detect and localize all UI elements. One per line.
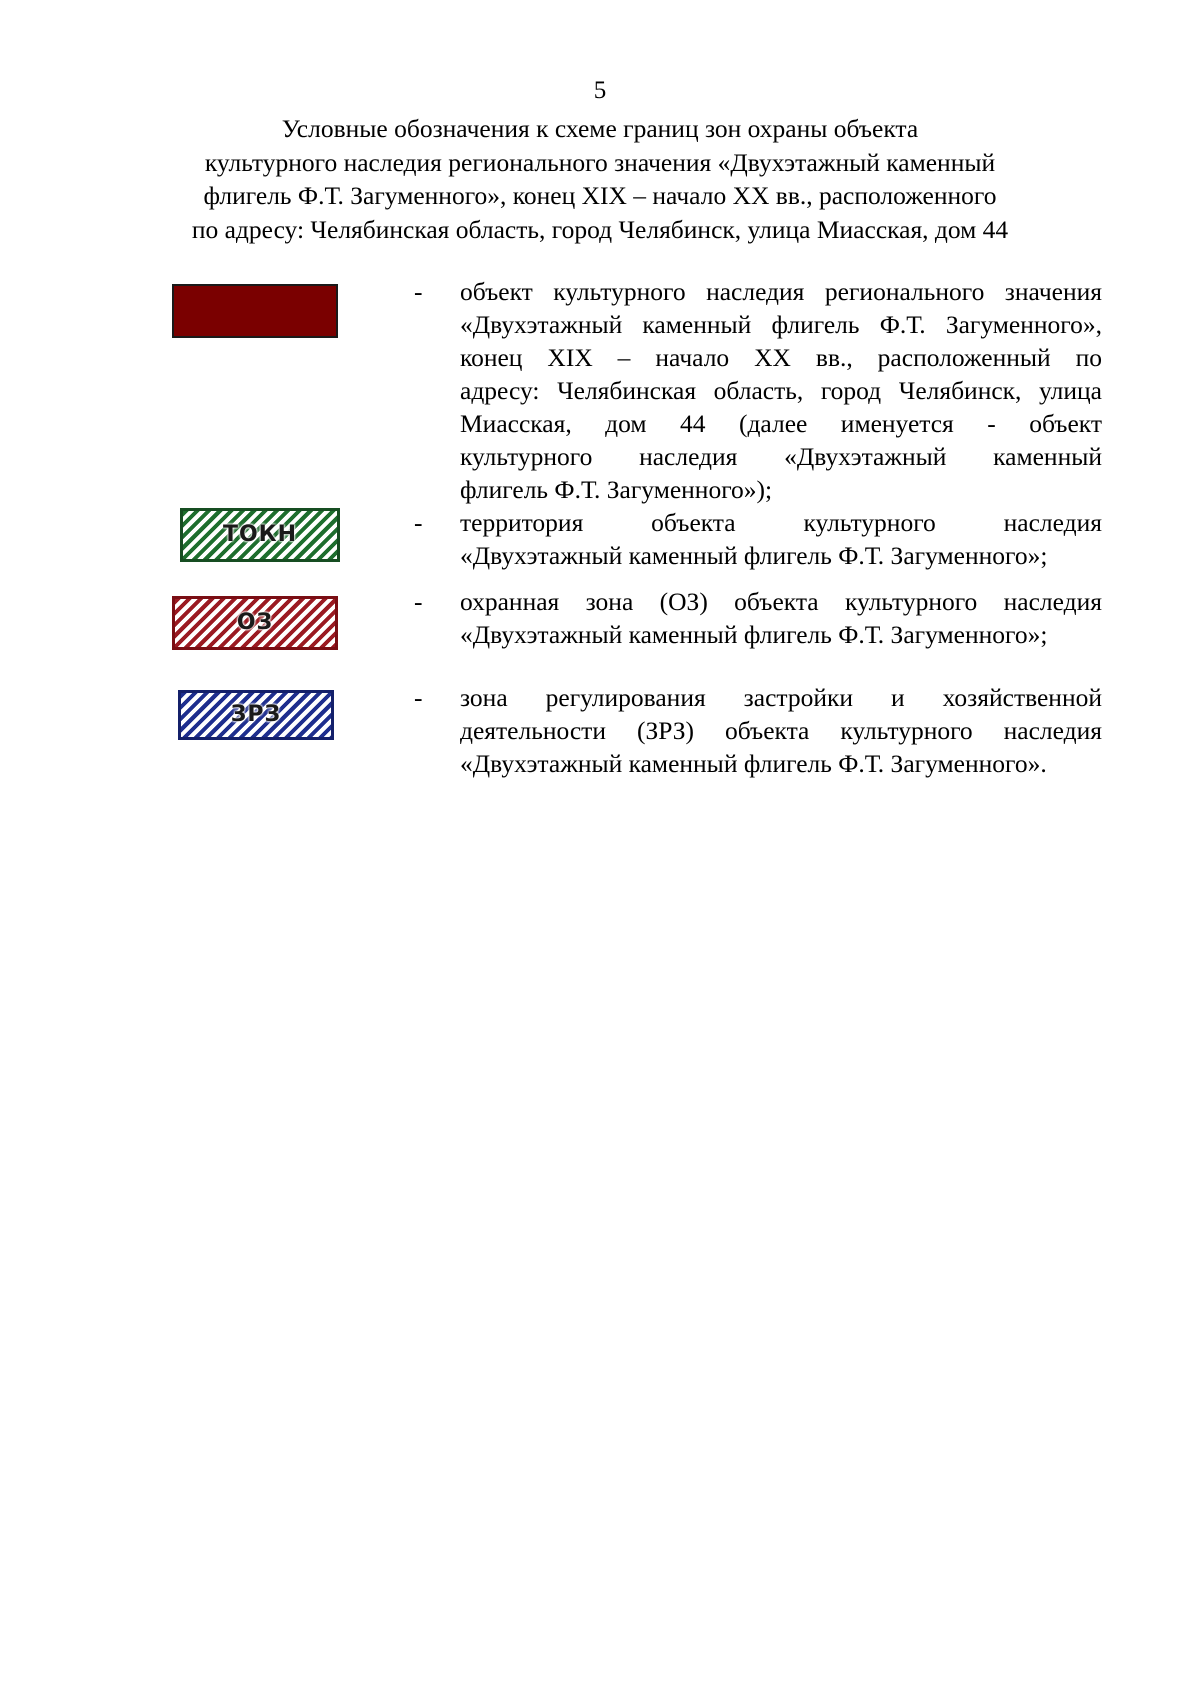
- description-line: «Двухэтажный каменный флигель Ф.Т. Загуменного»;: [460, 620, 1048, 649]
- description-line: «Двухэтажный каменный флигель Ф.Т. Загуменного».: [460, 749, 1047, 778]
- description-line: зона регулирования застройки и хозяйственной: [460, 683, 1102, 712]
- legend-dash: -: [414, 587, 423, 616]
- title-line: по адресу: Челябинская область, город Челябинск, улица Миасская, дом 44: [191, 214, 1009, 244]
- legend-dash: -: [414, 277, 423, 306]
- page-number: 5: [593, 77, 607, 104]
- description-line: объект культурного наследия регионального значения: [460, 277, 1102, 306]
- title-line: флигель Ф.Т. Загуменного», конец XIX – начало XX вв., расположенного: [203, 181, 997, 210]
- description-line: «Двухэтажный каменный флигель Ф.Т. Загуменного»;: [460, 541, 1048, 570]
- territory-swatch: [180, 508, 340, 562]
- description-line: территория объекта культурного наследия: [460, 508, 1102, 537]
- heritage-object-swatch: [172, 284, 338, 338]
- protection-zone-description: [460, 585, 1102, 651]
- description-line: «Двухэтажный каменный флигель Ф.Т. Загуменного»,: [460, 310, 1102, 339]
- title-line: культурного наследия регионального значения «Двухэтажный каменный: [204, 147, 996, 177]
- description-line: конец XIX – начало XX вв., расположенный по: [460, 343, 1102, 372]
- description-line: деятельности (ЗРЗ) объекта культурного наследия: [460, 716, 1102, 745]
- heritage-object-description: [460, 275, 1102, 506]
- legend-dash: -: [414, 683, 423, 712]
- regulation-zone-description: [460, 681, 1102, 780]
- legend-dash: -: [414, 508, 423, 537]
- territory-swatch-label: ТОКН: [222, 522, 298, 547]
- protection-zone-swatch: [172, 596, 338, 650]
- description-line: адресу: Челябинская область, город Челябинск, улица: [460, 376, 1102, 405]
- title-line: Условные обозначения к схеме границ зон охраны объекта: [281, 114, 919, 143]
- territory-description: [460, 506, 1102, 572]
- regulation-zone-swatch: [178, 690, 334, 740]
- description-line: охранная зона (ОЗ) объекта культурного наследия: [460, 587, 1102, 616]
- description-line: флигель Ф.Т. Загуменного»);: [460, 475, 773, 504]
- description-line: Миасская, дом 44 (далее именуется - объект: [460, 409, 1102, 438]
- regulation-zone-swatch-label: ЗРЗ: [230, 702, 282, 727]
- description-line: культурного наследия «Двухэтажный каменный: [460, 442, 1102, 471]
- protection-zone-swatch-label: ОЗ: [236, 610, 274, 635]
